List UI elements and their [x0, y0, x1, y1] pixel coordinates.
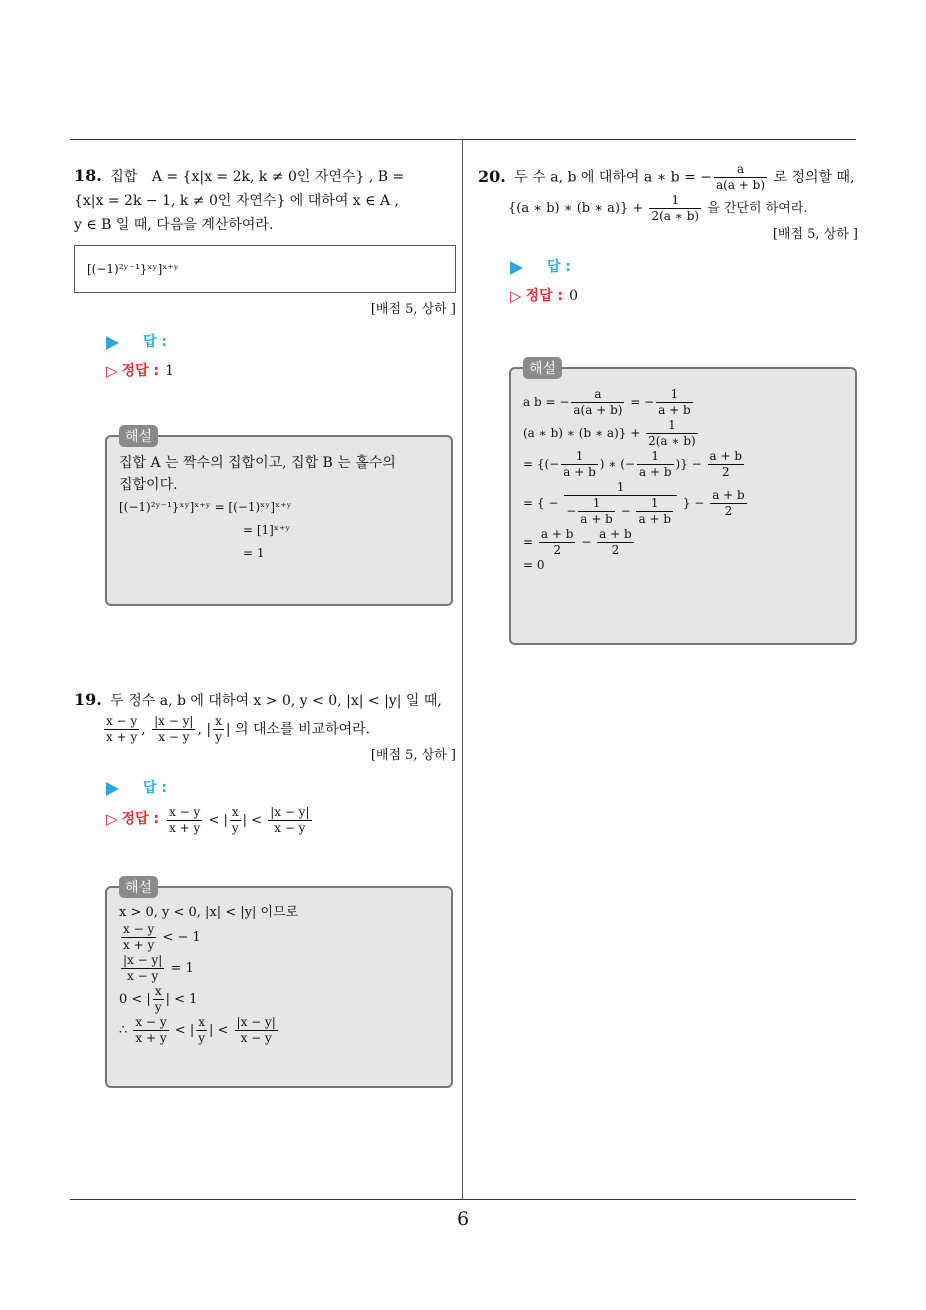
problem-20-line2: {(a ∗ b) ∗ (b ∗ a)} + $\frac{1}{2(a ∗ b)}$ 을 간단히 하여라.	[508, 193, 808, 223]
bottom-rule	[70, 1199, 856, 1200]
problem-18-solution-line: ▷ 정답 : 1	[106, 359, 456, 385]
page-number: 6	[456, 1208, 470, 1230]
problem-20	[478, 162, 858, 309]
problem-18-explanation-box: 해설 집합 A 는 짝수의 집합이고, 집합 B 는 홀수의 집합이다. [(−1)²ʸ⁻¹}ˣʸ]ˣ⁺ʸ = [(−1)ˣʸ]ˣ⁺ʸ = [1]ˣ⁺ʸ = 1	[105, 435, 453, 606]
play-triangle-icon	[510, 261, 523, 275]
problem-18-line3: y ∈ B 일 때, 다음을 계산하여라.	[74, 216, 274, 233]
problem-18-points: [배점 5, 상하 ]	[370, 302, 456, 318]
problem-19-points: [배점 5, 상하 ]	[370, 747, 456, 763]
problem-19	[74, 686, 456, 836]
problem-18-expression-box: [(−1)²ʸ⁻¹}ˣʸ]ˣ⁺ʸ	[74, 245, 456, 293]
explanation-tag: 해설	[523, 357, 562, 379]
outline-triangle-icon: ▷	[510, 286, 522, 305]
problem-19-line1: 19. 두 정수 a, b 에 대하여 x > 0, y < 0, |x| < |y| 일 때,	[74, 690, 442, 709]
problem-20-line1: 20. 두 수 a, b 에 대하여 a ∗ b = − $\frac{a}{a(a + b)}$ 로 정의할 때,	[478, 162, 855, 192]
outline-triangle-icon: ▷	[106, 810, 118, 829]
explanation-tag: 해설	[119, 425, 158, 447]
top-rule	[70, 139, 856, 140]
problem-18-line1: 18. 집합 A = {x|x = 2k, k ≠ 0인 자연수} , B =	[74, 166, 405, 185]
problem-20-number: 20.	[478, 166, 506, 186]
problem-19-line2: $\frac{x - y}{x + y}$ , $\frac{|x - y|}{x - y}$ , | $\frac{x}{y}$ | 의 대소를 비교하여라.	[106, 713, 371, 744]
problem-19-number: 19.	[74, 690, 102, 709]
play-triangle-icon	[106, 336, 119, 350]
problem-19-answer-line: 답 :	[106, 777, 456, 801]
explanation-tag: 해설	[119, 876, 158, 898]
problem-20-answer-line: 답 :	[510, 256, 858, 280]
problem-20-points: [배점 5, 상하 ]	[772, 227, 858, 242]
problem-19-explanation-box: 해설 x > 0, y < 0, |x| < |y| 이므로 $\frac{x - y}{x + y}$ < − 1 $\frac{|x - y|}{x - y}$ = 1 0 < | $\frac{x}{y}$ | < 1 ∴ $\frac{x - y}{x + y}$ < | $\frac{x}{y}$ | < $\frac{|x - y|}{x - y}$	[105, 886, 453, 1088]
problem-20-explanation-box: 해설 a b = − $\frac{a}{a(a + b)}$ = − $\frac{1}{a + b}$ (a ∗ b) ∗ (b ∗ a)} + $\frac{1}{2(a ∗ b)}$ = {(− $\frac{1}{a + b}$ ) ∗ (− $\frac{1}{a + b}$ )} − $\frac{a + b}{2}$ = { − 1 − $\frac{1}{a + b}$ − $\frac{1}{a + b}$ } − $\frac{a + b}{2}$ = $\frac{a + b}{2}$ − $\frac{a + b}{2}$ = 0	[509, 367, 857, 645]
problem-18-answer-line: 답 :	[106, 331, 456, 355]
column-divider	[462, 139, 463, 1200]
problem-18-line2: {x|x = 2k − 1, k ≠ 0인 자연수} 에 대하여 x ∈ A ,	[74, 192, 399, 209]
problem-18-number: 18.	[74, 166, 102, 185]
play-triangle-icon	[106, 782, 119, 796]
problem-18	[74, 162, 456, 385]
problem-19-solution-line: ▷ 정답 : $\frac{x - y}{x + y}$ < | $\frac{x}{y}$ | < $\frac{|x - y|}{x - y}$	[106, 804, 310, 835]
problem-20-solution-line: ▷ 정답 : 0	[510, 284, 858, 310]
outline-triangle-icon: ▷	[106, 362, 118, 381]
